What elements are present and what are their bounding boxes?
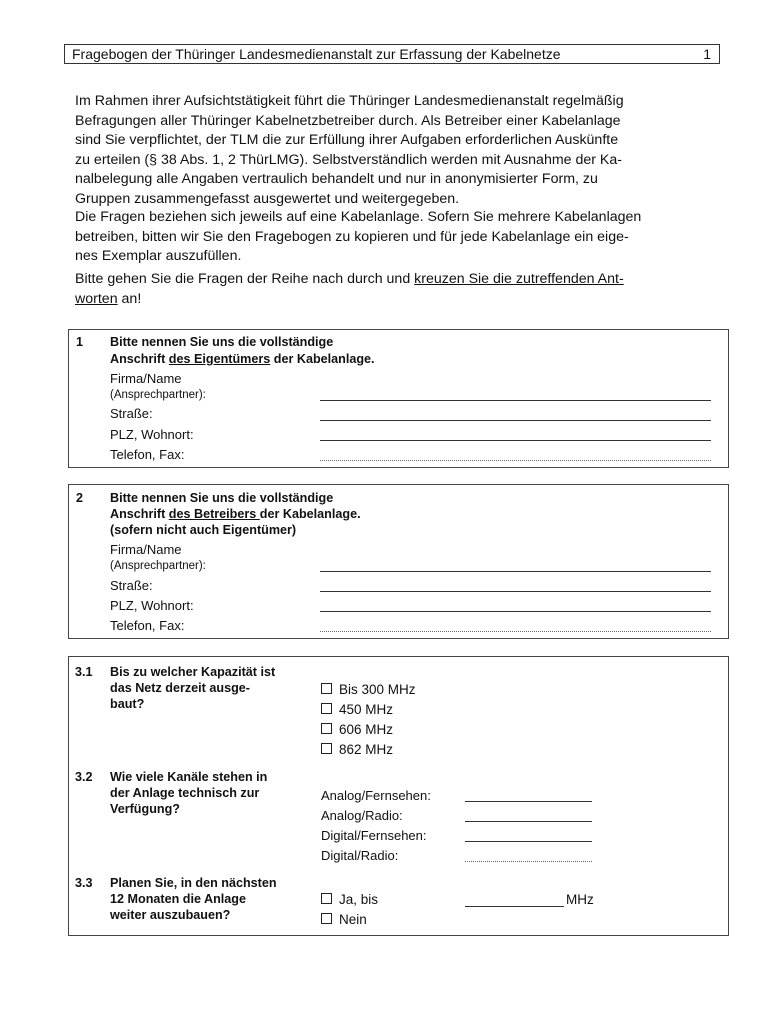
page-number: 1 <box>703 46 711 62</box>
intro-line: nalbelegung alle Angaben vertraulich behandelt und nur in anonymisierter Form, zu <box>75 171 598 187</box>
telefon-input-line[interactable] <box>320 631 711 632</box>
digital-radio-input-line[interactable] <box>465 861 592 862</box>
field-label-plz: PLZ, Wohnort: <box>110 598 194 613</box>
checkbox[interactable] <box>321 913 332 924</box>
question-text: baut? <box>110 697 145 711</box>
question-text: weiter auszubauen? <box>110 908 231 922</box>
plz-input-line[interactable] <box>320 611 711 612</box>
firma-input-line[interactable] <box>320 400 711 401</box>
option-300mhz[interactable] <box>321 681 416 699</box>
question-text: das Netz derzeit ausge- <box>110 681 250 695</box>
intro-line: Befragungen aller Thüringer Kabelnetzbetreiber durch. Als Betreiber einer Kabelanlage <box>75 112 621 129</box>
plz-input-line[interactable] <box>320 440 711 441</box>
instruction-text: Bitte gehen Sie die Fragen der Reihe nach durch und <box>75 271 415 287</box>
strasse-input-line[interactable] <box>320 591 711 592</box>
option-ja[interactable] <box>321 891 378 909</box>
question-number: 3.1 <box>75 665 93 679</box>
field-label-ansprechpartner: (Ansprechpartner): <box>110 389 206 401</box>
question-text: Bis zu welcher Kapazität ist <box>110 665 276 679</box>
page-header <box>64 44 720 64</box>
analog-radio-input-line[interactable] <box>465 821 592 822</box>
checkbox[interactable] <box>321 743 332 754</box>
question-number: 1 <box>76 335 84 349</box>
question-text: Anschrift <box>110 507 169 521</box>
question-text-underlined: des Betreibers <box>168 507 260 521</box>
field-label-telefon: Telefon, Fax: <box>110 447 185 462</box>
strasse-input-line[interactable] <box>320 420 711 421</box>
question-text-underlined: des Eigentümers <box>168 352 271 366</box>
option-862mhz[interactable] <box>321 741 393 759</box>
intro-line: nes Exemplar auszufüllen. <box>75 248 242 264</box>
telefon-input-line[interactable] <box>320 460 711 461</box>
instruction-text: an! <box>117 290 142 307</box>
question-text: Verfügung? <box>110 802 180 816</box>
field-label-telefon: Telefon, Fax: <box>110 618 185 633</box>
question-text: der Kabelanlage. <box>259 507 361 521</box>
intro-line: betreiben, bitten wir Sie den Fragebogen zu kopieren und für jede Kabelanlage ein eige- <box>75 228 629 245</box>
intro-line: zu erteilen (§ 38 Abs. 1, 2 ThürLMG). Selbstverständlich werden mit Ausnahme der Ka- <box>75 151 623 168</box>
checkbox[interactable] <box>321 723 332 734</box>
intro-paragraph-2 <box>75 208 715 267</box>
instruction-underlined: worten <box>75 290 118 307</box>
checkbox[interactable] <box>321 893 332 904</box>
field-label-firma: Firma/Name <box>110 371 182 386</box>
question-2-line-3: (sofern nicht auch Eigentümer) <box>110 523 297 537</box>
intro-paragraph-3 <box>75 270 715 309</box>
firma-input-line[interactable] <box>320 571 711 572</box>
question-text: Planen Sie, in den nächsten <box>110 876 277 890</box>
field-label-firma: Firma/Name <box>110 542 182 557</box>
question-text: der Kabelanlage. <box>270 352 375 366</box>
question-2-line-2 <box>110 506 361 522</box>
field-label-strasse: Straße: <box>110 406 153 421</box>
question-text: der Anlage technisch zur <box>110 786 260 800</box>
analog-tv-input-line[interactable] <box>465 801 592 802</box>
checkbox[interactable] <box>321 683 332 694</box>
intro-line: sind Sie verpflichtet, der TLM die zur Erfüllung ihrer Aufgaben erforderlichen Auskünfte <box>75 132 619 148</box>
option-label: Ja, bis <box>339 892 379 907</box>
question-text: 12 Monaten die Anlage <box>110 892 246 906</box>
form-title: Fragebogen der Thüringer Landesmedienanstalt zur Erfassung der Kabelnetze <box>72 46 561 62</box>
option-606mhz[interactable] <box>321 721 393 739</box>
option-label: Bis 300 MHz <box>339 682 416 697</box>
question-1-line-1: Bitte nennen Sie uns die vollständige <box>110 335 334 349</box>
intro-line: Im Rahmen ihrer Aufsichtstätigkeit führt die Thüringer Landesmedienanstalt regelmäßig <box>75 93 624 109</box>
question-number: 3.3 <box>75 876 93 890</box>
option-label: 606 MHz <box>339 722 394 737</box>
field-label-ansprechpartner: (Ansprechpartner): <box>110 560 206 572</box>
checkbox[interactable] <box>321 703 332 714</box>
question-3-3-text <box>110 875 277 923</box>
mhz-input-line[interactable] <box>465 906 564 907</box>
question-2-line-1: Bitte nennen Sie uns die vollständige <box>110 491 334 505</box>
field-label-digital-tv: Digital/Fernsehen: <box>321 828 427 843</box>
option-label: 862 MHz <box>339 742 394 757</box>
field-label-analog-radio: Analog/Radio: <box>321 808 403 823</box>
question-3-2-text <box>110 769 267 817</box>
field-label-analog-tv: Analog/Fernsehen: <box>321 788 431 803</box>
digital-tv-input-line[interactable] <box>465 841 592 842</box>
question-3-1-text <box>110 664 275 712</box>
question-text: Wie viele Kanäle stehen in <box>110 770 268 784</box>
field-label-strasse: Straße: <box>110 578 153 593</box>
intro-paragraph-1 <box>75 92 715 209</box>
option-nein[interactable] <box>321 911 367 929</box>
question-text: Anschrift <box>110 352 169 366</box>
intro-line: Gruppen zusammengefasst ausgewertet und weitergegeben. <box>75 190 460 207</box>
option-label: Nein <box>339 912 367 927</box>
instruction-underlined: kreuzen Sie die zutreffenden Ant- <box>414 271 624 287</box>
question-number: 3.2 <box>75 770 93 784</box>
question-1-line-2 <box>110 351 375 367</box>
intro-line: Die Fragen beziehen sich jeweils auf eine Kabelanlage. Sofern Sie mehrere Kabelanlagen <box>75 209 642 225</box>
field-label-plz: PLZ, Wohnort: <box>110 427 194 442</box>
unit-mhz: MHz <box>566 892 594 907</box>
option-450mhz[interactable] <box>321 701 393 719</box>
option-label: 450 MHz <box>339 702 394 717</box>
question-number: 2 <box>76 491 84 505</box>
field-label-digital-radio: Digital/Radio: <box>321 848 399 863</box>
